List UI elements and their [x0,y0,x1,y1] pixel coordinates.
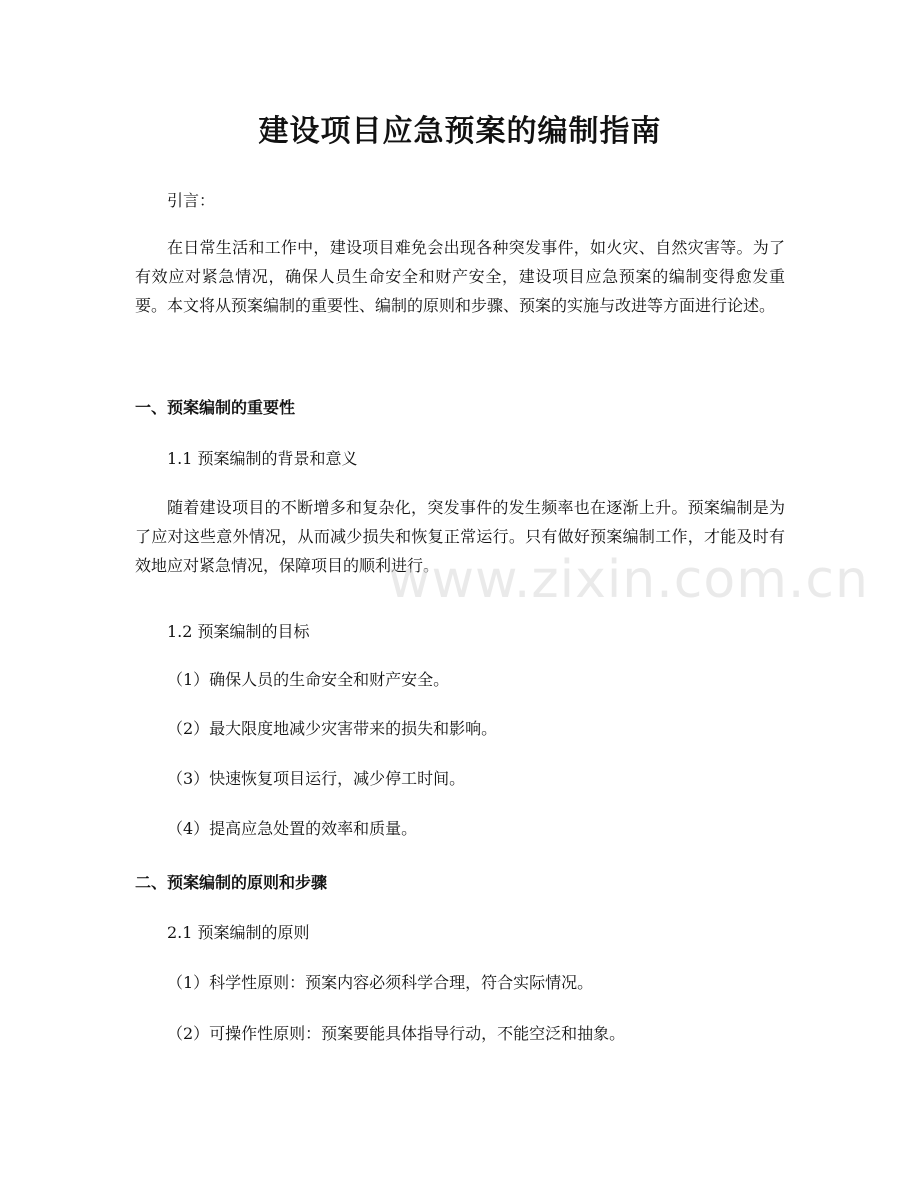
document-title: 建设项目应急预案的编制指南 [258,114,662,149]
goal-item: （3）快速恢复项目运行，减少停工时间。 [167,769,466,788]
section-2-heading: 二、预案编制的原则和步骤 [135,873,328,892]
section-1-1-paragraph: 随着建设项目的不断增多和复杂化，突发事件的发生频率也在逐渐上升。预案编制是为了应对这些意外情况，从而减少损失和恢复正常运行。只有做好预案编制工作，才能及时有效地应对紧急情况，保障项目的顺利进行。 [135,498,785,575]
section-2-1-heading: 2.1 预案编制的原则 [167,923,310,942]
goal-item: （1）确保人员的生命安全和财产安全。 [167,670,450,689]
section-1-heading: 一、预案编制的重要性 [135,398,296,417]
section-1-1-heading: 1.1 预案编制的背景和意义 [167,449,358,468]
intro-label: 引言： [167,191,216,210]
goal-item: （4）提高应急处置的效率和质量。 [167,819,418,838]
section-1-2-heading: 1.2 预案编制的目标 [167,622,310,641]
principle-item: （1）科学性原则：预案内容必须科学合理，符合实际情况。 [167,973,594,992]
intro-paragraph: 在日常生活和工作中，建设项目难免会出现各种突发事件，如火灾、自然灾害等。为了有效应对紧急情况，确保人员生命安全和财产安全，建设项目应急预案的编制变得愈发重要。本文将从预案编制的重要性、编制的原则和步骤、预案的实施与改进等方面进行论述。 [135,238,785,315]
principle-item: （2）可操作性原则：预案要能具体指导行动，不能空泛和抽象。 [167,1024,626,1043]
watermark: www.zixin.com.cn [388,550,869,610]
goal-item: （2）最大限度地减少灾害带来的损失和影响。 [167,719,498,738]
